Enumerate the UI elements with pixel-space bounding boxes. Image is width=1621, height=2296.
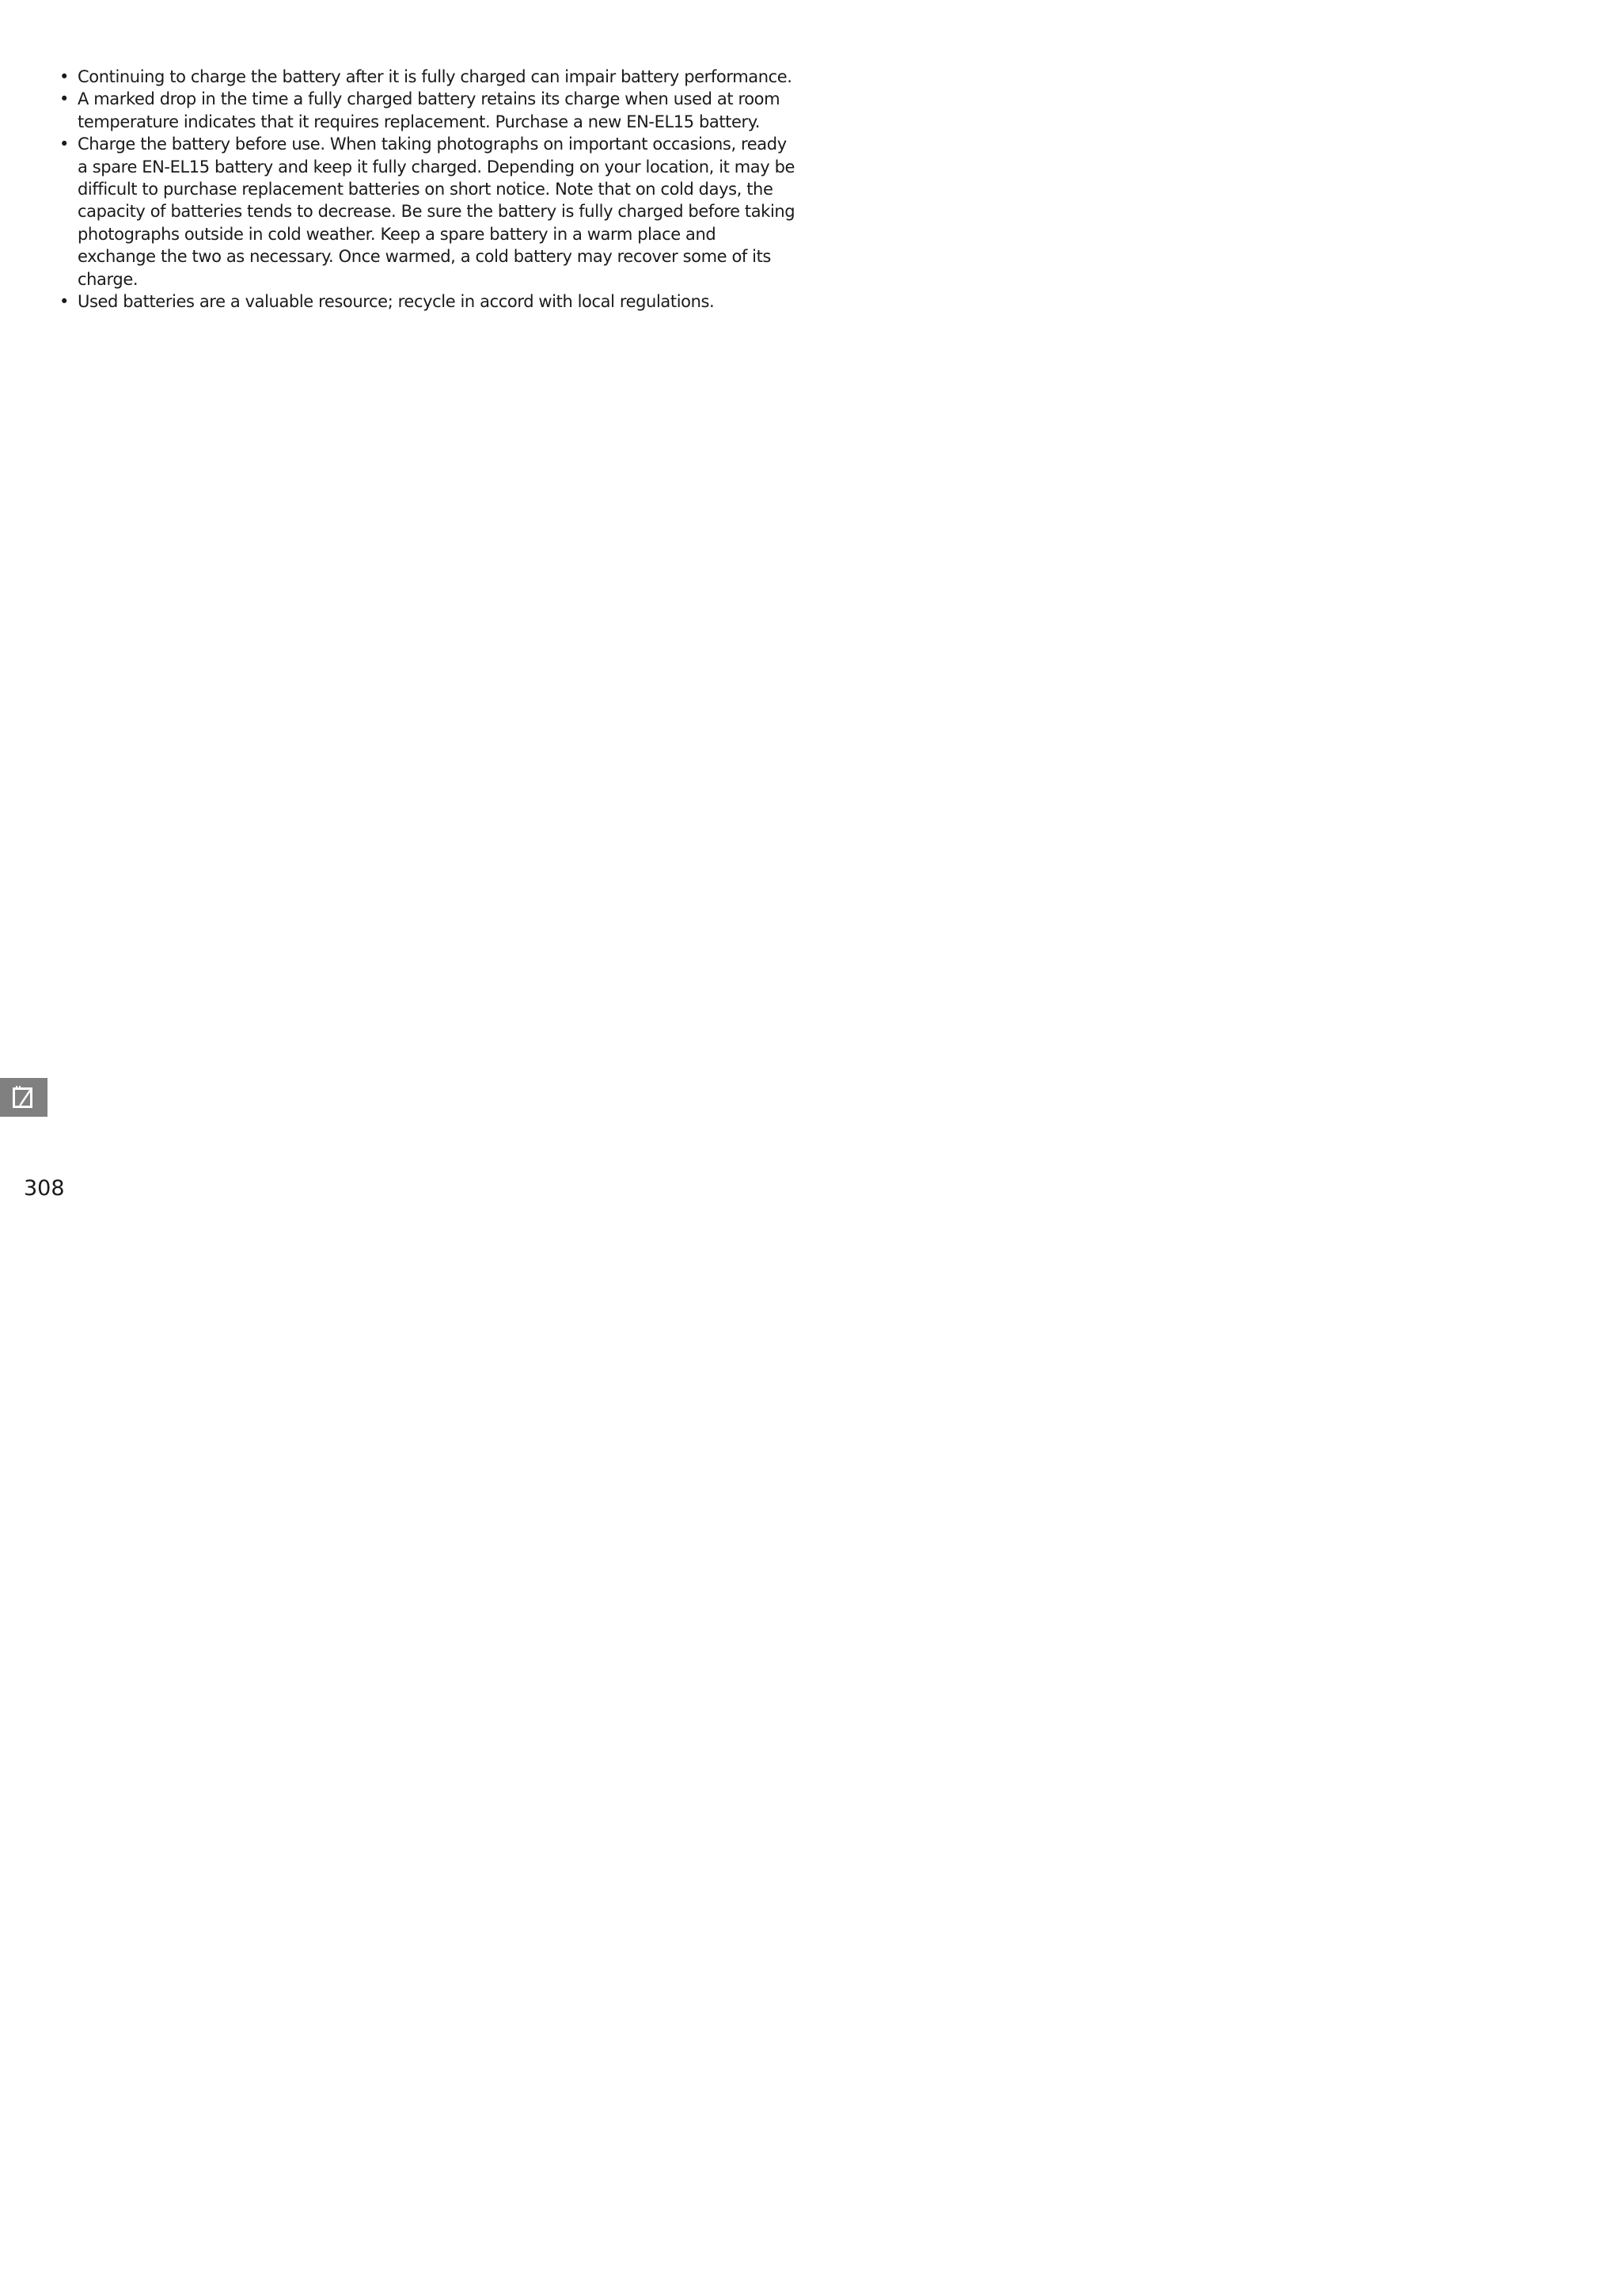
- list-item: [59, 290, 795, 313]
- list-item: [59, 66, 795, 88]
- list-item-text: A marked drop in the time a fully charged battery retains its charge when used at room temperature indicates that it requires replacement. Purchase a new EN-EL15 battery.: [78, 89, 780, 131]
- bullet-icon: •: [59, 135, 69, 154]
- list-item-text: Continuing to charge the battery after it is fully charged can impair battery performance.: [78, 67, 792, 86]
- list-item: [59, 133, 795, 290]
- list-item-text: Used batteries are a valuable resource; recycle in accord with local regulations.: [78, 292, 715, 312]
- section-tab: [0, 1078, 47, 1117]
- list-item: [59, 88, 795, 133]
- list-item-text: Charge the battery before use. When taking photographs on important occasions, ready a spare EN-EL15 battery and keep it fully charged. Depending on your location, it may be difficult to purchase replacement batteries on short notice. Note that on cold days, the capacity of batteries tends to decrease. Be sure the battery is fully charged before taking photographs outside in cold weather. Keep a spare battery in a warm place and exchange the two as necessary. Once warmed, a cold battery may recover some of its charge.: [78, 135, 795, 289]
- bullet-icon: •: [59, 89, 69, 109]
- bullet-icon: •: [59, 292, 69, 312]
- bullet-icon: •: [59, 67, 69, 86]
- page-number: 308: [24, 1176, 65, 1201]
- battery-notes-list: [59, 66, 795, 313]
- notes-pen-icon: [12, 1085, 36, 1110]
